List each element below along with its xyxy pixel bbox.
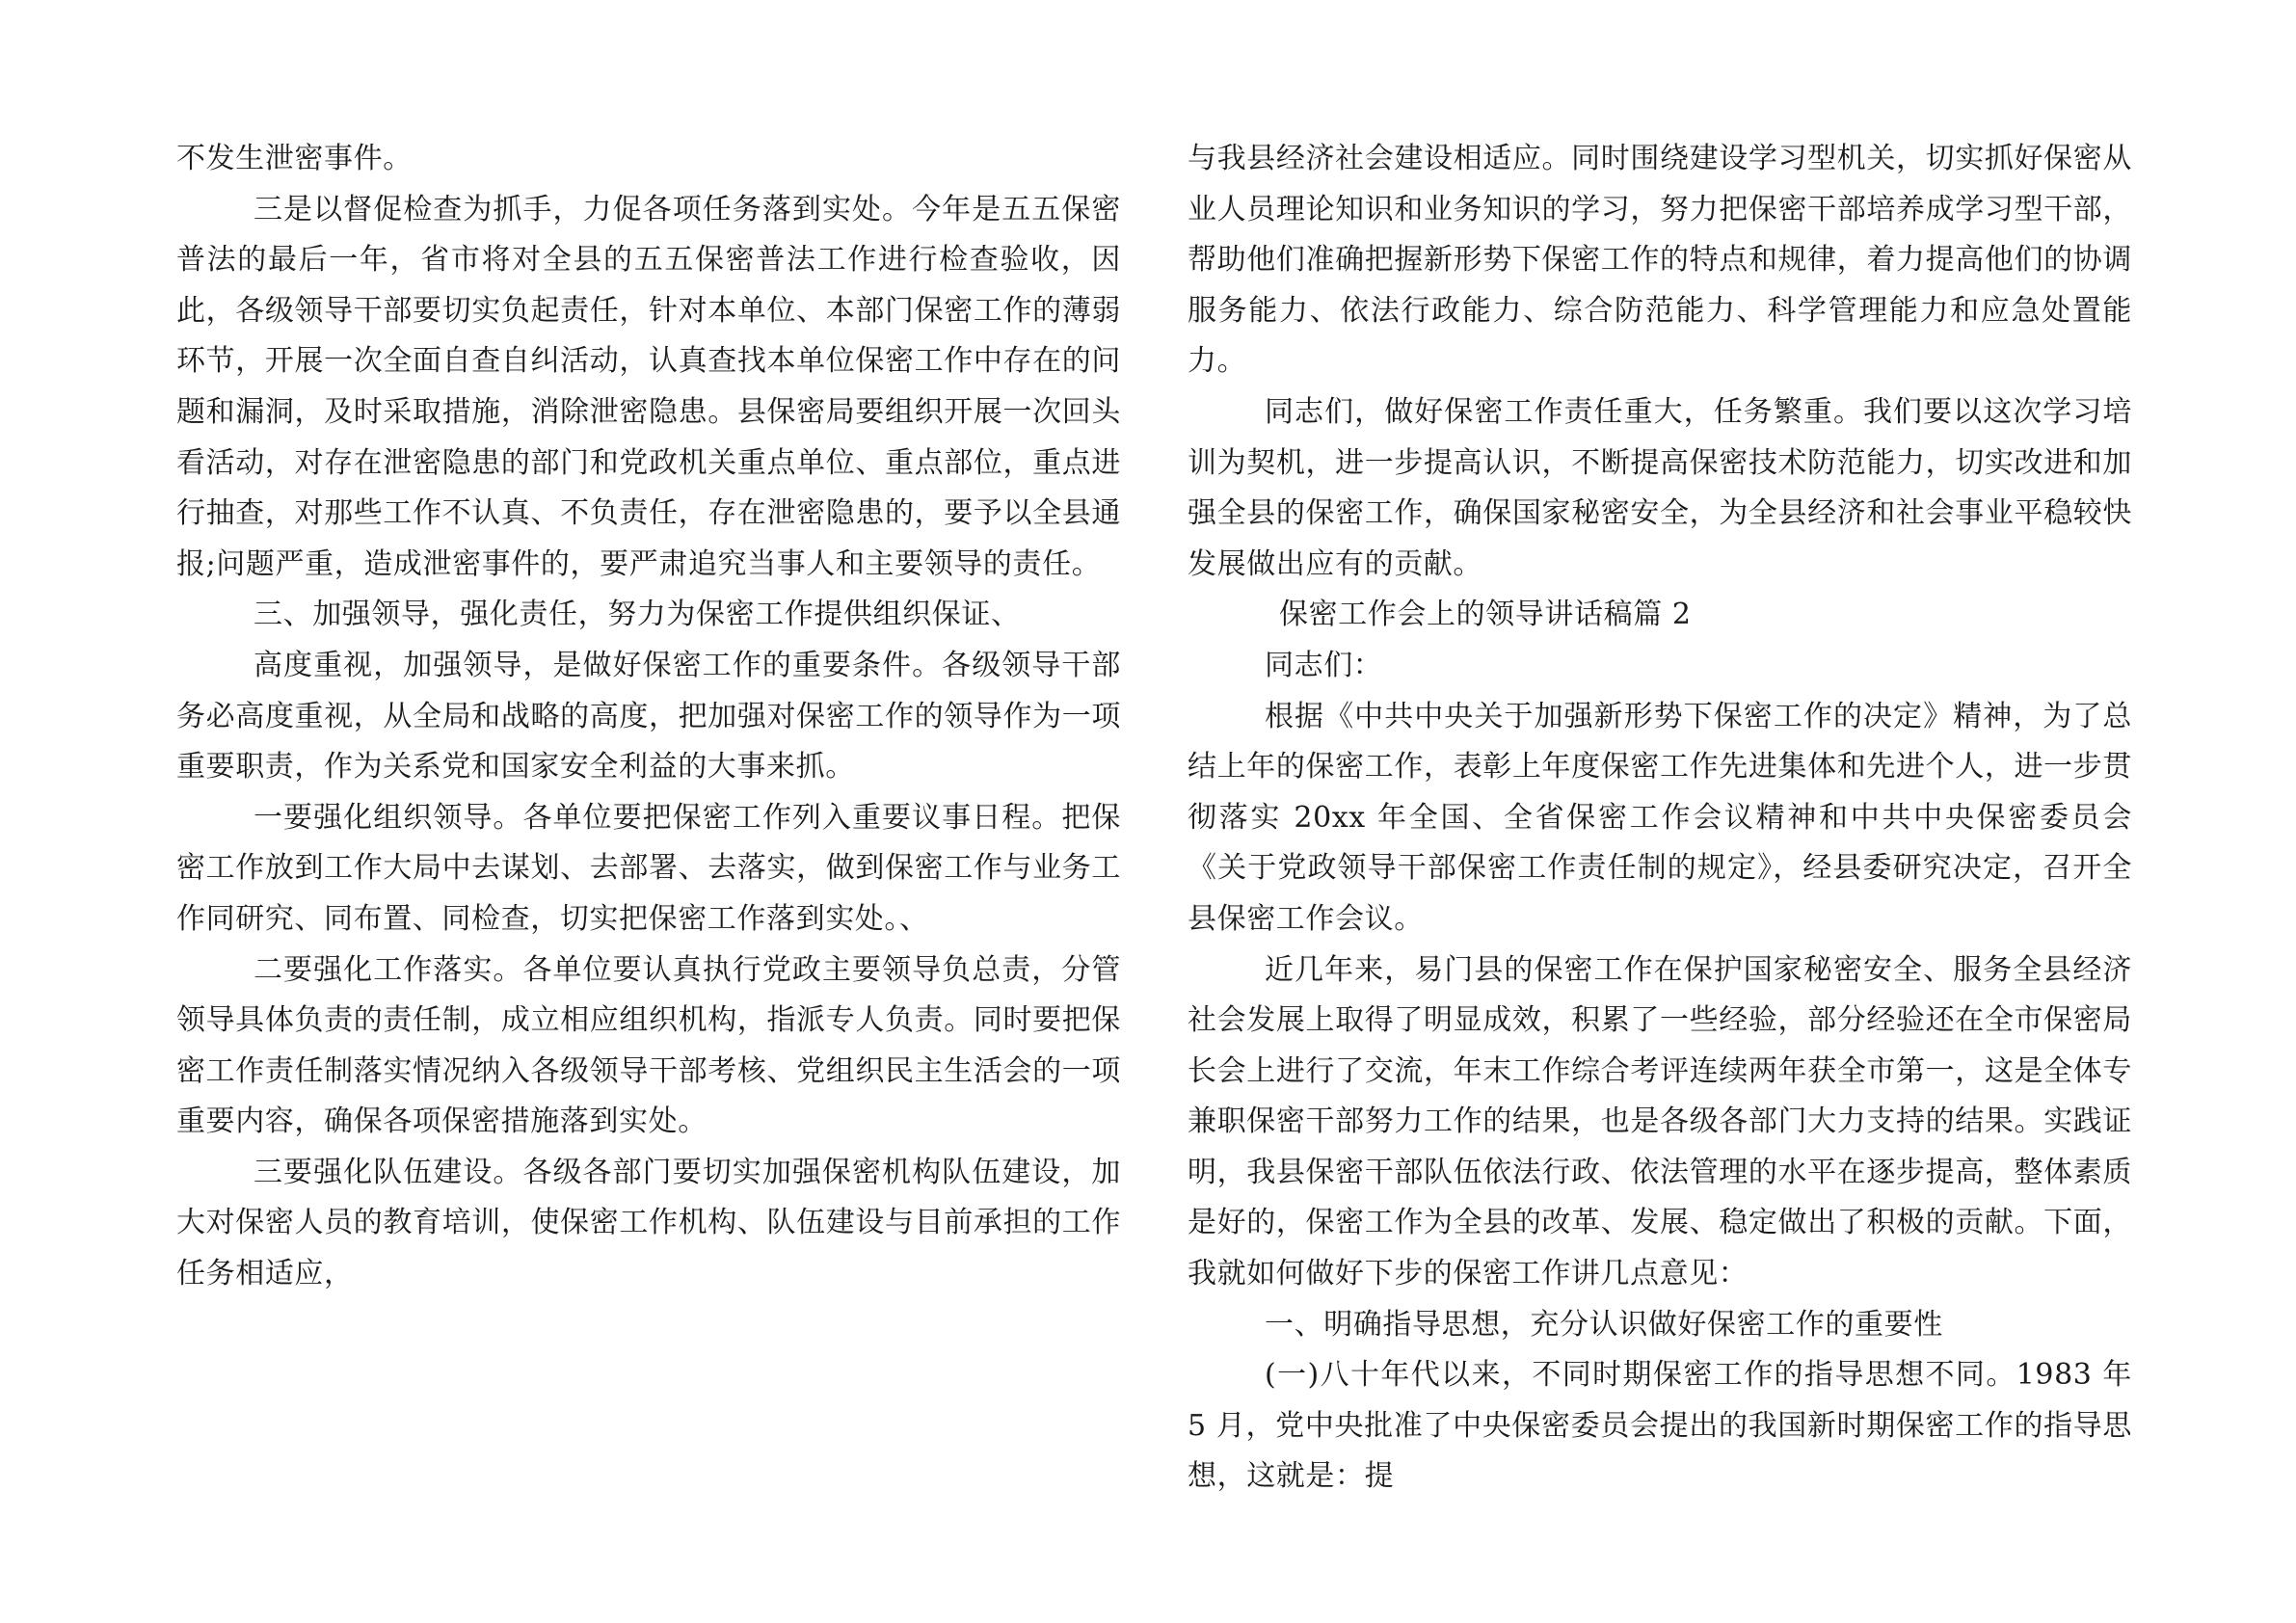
paragraph: 同志们，做好保密工作责任重大，任务繁重。我们要以这次学习培训为契机，进一步提高认识，不断提高保密技术防范能力，切实改进和加强全县的保密工作，确保国家秘密安全，为全县经济和社会事业平稳较快发展做出应有的贡献。 xyxy=(1188,394,2132,581)
salutation: 同志们： xyxy=(1265,648,1383,682)
paragraph: 根据《中共中央关于加强新形势下保密工作的决定》精神，为了总结上年的保密工作，表彰上年度保密工作先进集体和先进个人，进一步贯彻落实 20xx 年全国、全省保密工作会议精神和中共中央保密委员会《关于党政领导干部保密工作责任制的规定》，经县委研究决定，召开全县保密工作会议。 xyxy=(1188,699,2132,936)
left-column xyxy=(176,134,1121,1300)
paragraph: 与我县经济社会建设相适应。同时围绕建设学习型机关，切实抓好保密从业人员理论知识和业务知识的学习，努力把保密干部培养成学习型干部，帮助他们准确把握新形势下保密工作的特点和规律，着力提高他们的协调服务能力、依法行政能力、综合防范能力、科学管理能力和应急处置能力。 xyxy=(1188,142,2132,379)
paragraph: 二要强化工作落实。各单位要认真执行党政主要领导负总责，分管领导具体负责的责任制，成立相应组织机构，指派专人负责。同时要把保密工作责任制落实情况纳入各级领导干部考核、党组织民主生活会的一项重要内容，确保各项保密措施落到实处。 xyxy=(176,952,1121,1139)
paragraph: 三要强化队伍建设。各级各部门要切实加强保密机构队伍建设，加大对保密人员的教育培训，使保密工作机构、队伍建设与目前承担的工作任务相适应， xyxy=(176,1155,1121,1291)
paragraph: 三是以督促检查为抓手，力促各项任务落到实处。今年是五五保密普法的最后一年，省市将对全县的五五保密普法工作进行检查验收，因此，各级领导干部要切实负起责任，针对本单位、本部门保密工作的薄弱环节，开展一次全面自查自纠活动，认真查找本单位保密工作中存在的问题和漏洞，及时采取措施，消除泄密隐患。县保密局要组织开展一次回头看活动，对存在泄密隐患的部门和党政机关重点单位、重点部位，重点进行抽查，对那些工作不认真、不负责任，存在泄密隐患的，要予以全县通报;问题严重，造成泄密事件的，要严肃追究当事人和主要领导的责任。 xyxy=(176,192,1121,581)
paragraph: (一)八十年代以来，不同时期保密工作的指导思想不同。1983 年 5 月，党中央批准了中央保密委员会提出的我国新时期保密工作的指导思想，这就是：提 xyxy=(1188,1358,2132,1494)
paragraph: 一要强化组织领导。各单位要把保密工作列入重要议事日程。把保密工作放到工作大局中去谋划、去部署、去落实，做到保密工作与业务工作同研究、同布置、同检查，切实把保密工作落到实处。、 xyxy=(176,800,1121,936)
paragraph: 高度重视，加强领导，是做好保密工作的重要条件。各级领导干部务必高度重视，从全局和战略的高度，把加强对保密工作的领导作为一项重要职责，作为关系党和国家安全利益的大事来抓。 xyxy=(176,648,1121,785)
section-heading: 一、明确指导思想，充分认识做好保密工作的重要性 xyxy=(1265,1307,1943,1342)
section-heading: 三、加强领导，强化责任，努力为保密工作提供组织保证、 xyxy=(254,598,1021,632)
paragraph: 不发生泄密事件。 xyxy=(176,142,413,175)
article-title: 保密工作会上的领导讲话稿篇 2 xyxy=(1279,598,1692,632)
paragraph: 近几年来，易门县的保密工作在保护国家秘密安全、服务全县经济社会发展上取得了明显成效，积累了一些经验，部分经验还在全市保密局长会上进行了交流，年末工作综合考评连续两年获全市第一，这是全体专兼职保密干部努力工作的结果，也是各级各部门大力支持的结果。实践证明，我县保密干部队伍依法行政、依法管理的水平在逐步提高，整体素质是好的，保密工作为全县的改革、发展、稳定做出了积极的贡献。下面，我就如何做好下步的保密工作讲几点意见： xyxy=(1188,952,2132,1291)
right-column xyxy=(1188,134,2132,1503)
